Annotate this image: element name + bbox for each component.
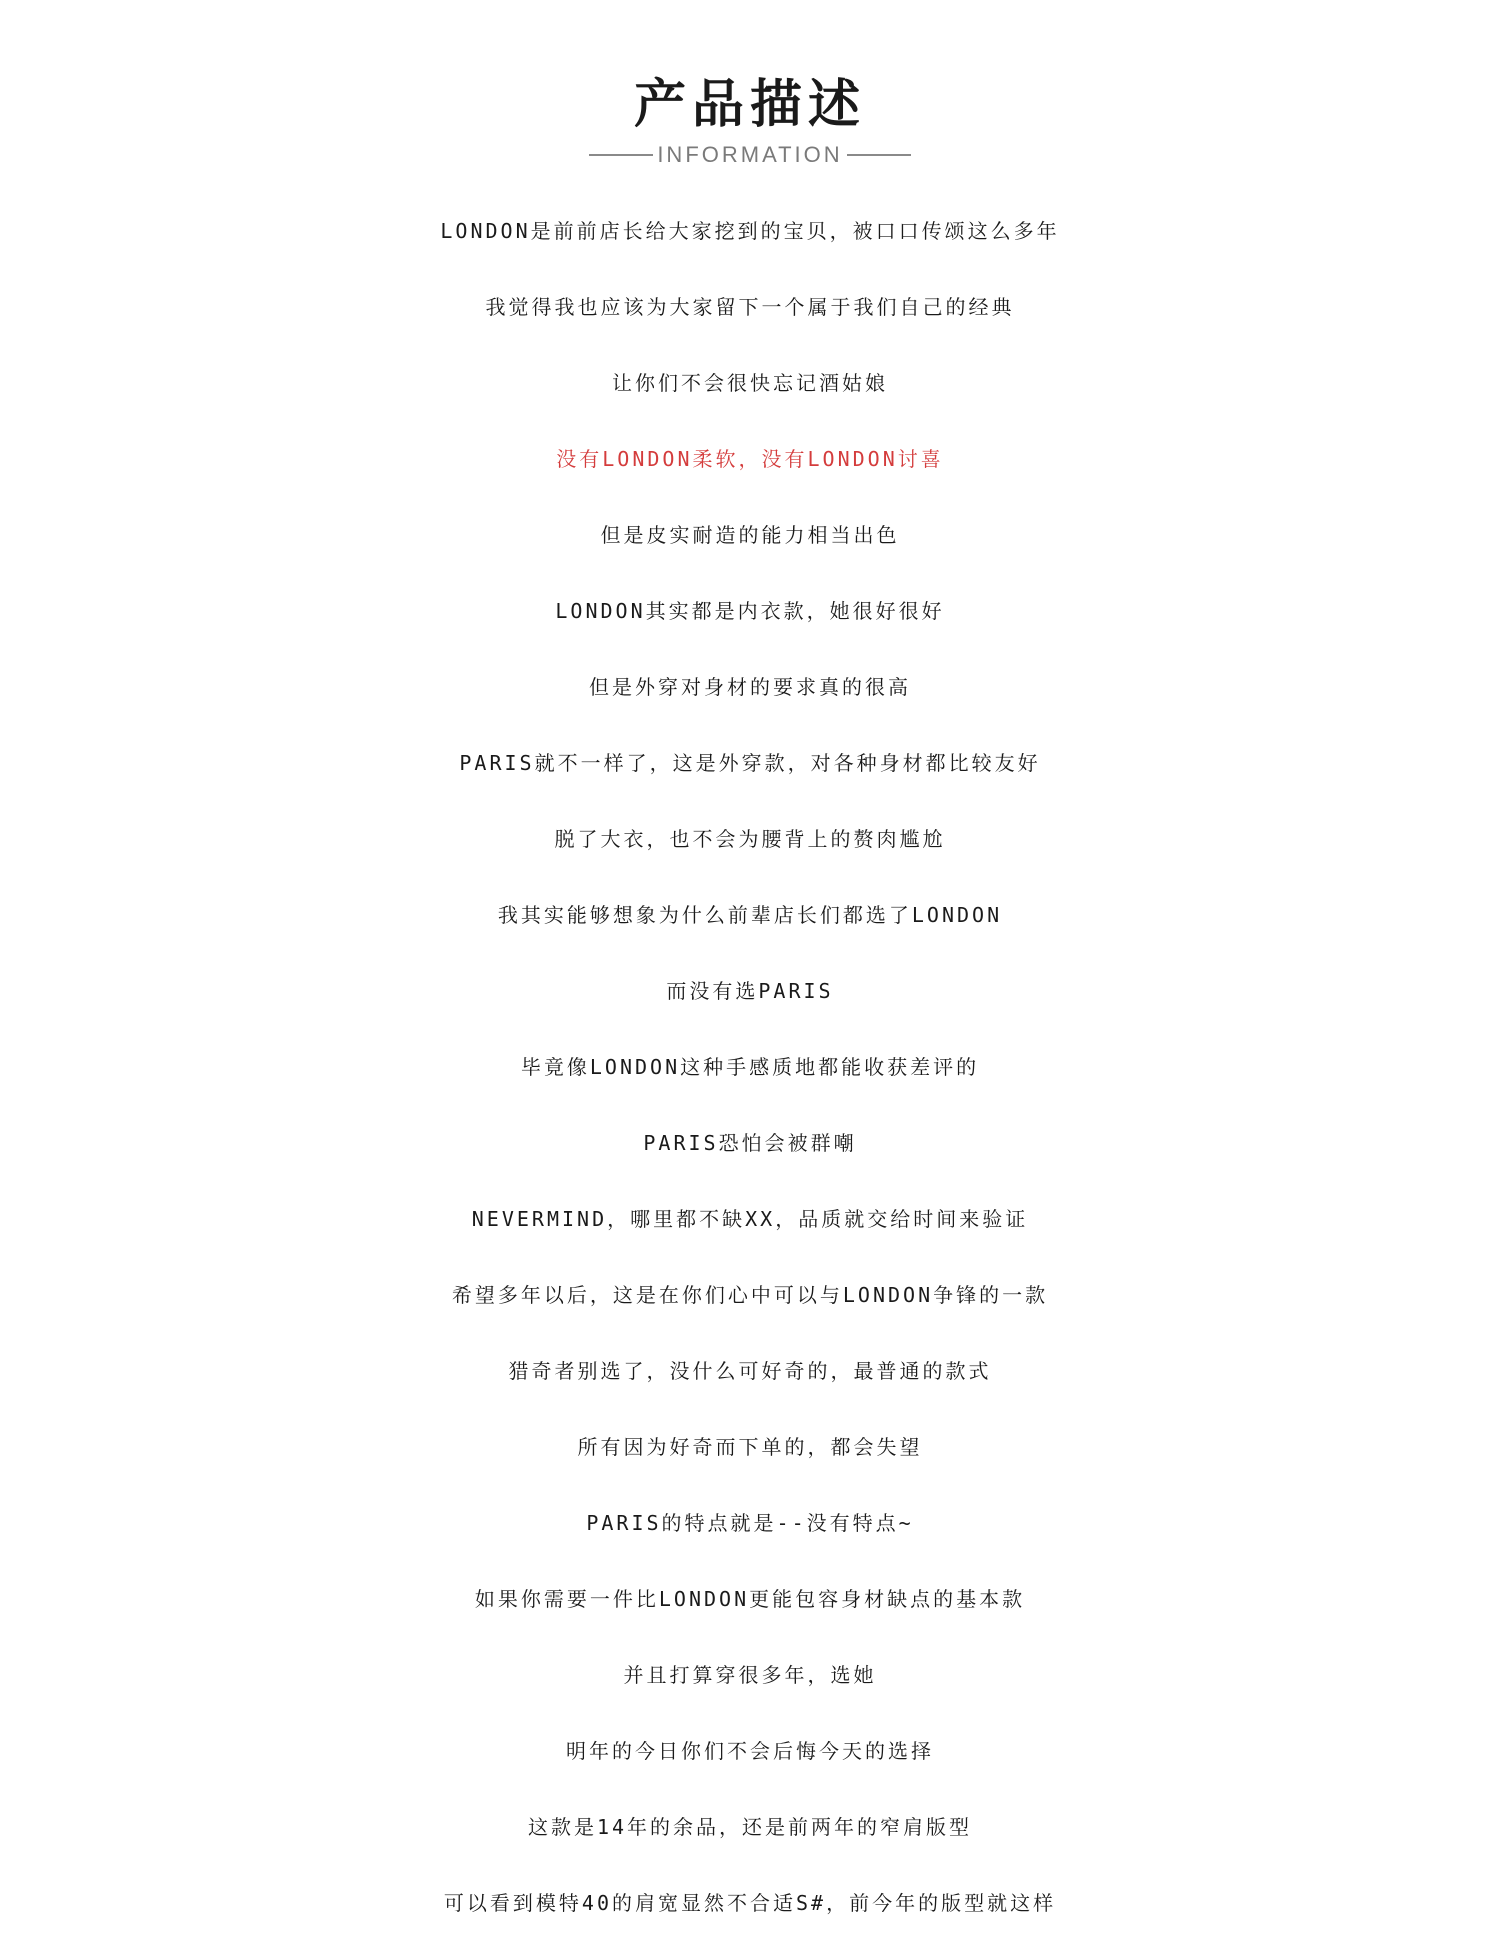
description-line: 并且打算穿很多年，选她: [623, 1663, 877, 1687]
subtitle-row: [0, 140, 1500, 170]
description-line: 所有因为好奇而下单的，都会失望: [577, 1435, 923, 1459]
section-header: [0, 70, 1500, 170]
subtitle-divider-left: [589, 154, 653, 156]
description-line: LONDON是前前店长给大家挖到的宝贝，被口口传颂这么多年: [440, 219, 1060, 243]
description-line: 我其实能够想象为什么前辈店长们都选了LONDON: [497, 903, 1003, 927]
subtitle-divider-right: [847, 154, 911, 156]
description-line: 让你们不会很快忘记酒姑娘: [612, 371, 888, 395]
description-line: 猎奇者别选了，没什么可好奇的，最普通的款式: [508, 1359, 992, 1383]
description-line: PARIS恐怕会被群嘲: [643, 1131, 857, 1155]
description-line: PARIS就不一样了，这是外穿款，对各种身材都比较友好: [459, 751, 1041, 775]
description-line: 但是外穿对身材的要求真的很高: [589, 675, 911, 699]
description-line-highlight: 没有LONDON柔软，没有LONDON讨喜: [556, 447, 944, 471]
section-title: 产品描述: [633, 74, 866, 135]
description-line: 但是皮实耐造的能力相当出色: [600, 523, 900, 547]
description-line: 可以看到模特40的肩宽显然不合适S#，前今年的版型就这样: [443, 1891, 1057, 1915]
description-line: 明年的今日你们不会后悔今天的选择: [566, 1739, 934, 1763]
description-line: 我觉得我也应该为大家留下一个属于我们自己的经典: [485, 295, 1015, 319]
description-text: [0, 193, 1500, 1941]
description-line: 希望多年以后，这是在你们心中可以与LONDON争锋的一款: [451, 1283, 1049, 1307]
description-line: 脱了大衣，也不会为腰背上的赘肉尴尬: [554, 827, 946, 851]
section-subtitle: INFORMATION: [657, 142, 843, 167]
description-line: 这款是14年的余品，还是前两年的窄肩版型: [527, 1815, 973, 1839]
description-line: NEVERMIND，哪里都不缺XX，品质就交给时间来验证: [471, 1207, 1029, 1231]
description-line: 而没有选PARIS: [666, 979, 834, 1003]
description-line: 如果你需要一件比LONDON更能包容身材缺点的基本款: [474, 1587, 1026, 1611]
description-line: PARIS的特点就是--没有特点~: [586, 1511, 914, 1535]
description-line: LONDON其实都是内衣款，她很好很好: [555, 599, 945, 623]
description-line: 毕竟像LONDON这种手感质地都能收获差评的: [520, 1055, 980, 1079]
